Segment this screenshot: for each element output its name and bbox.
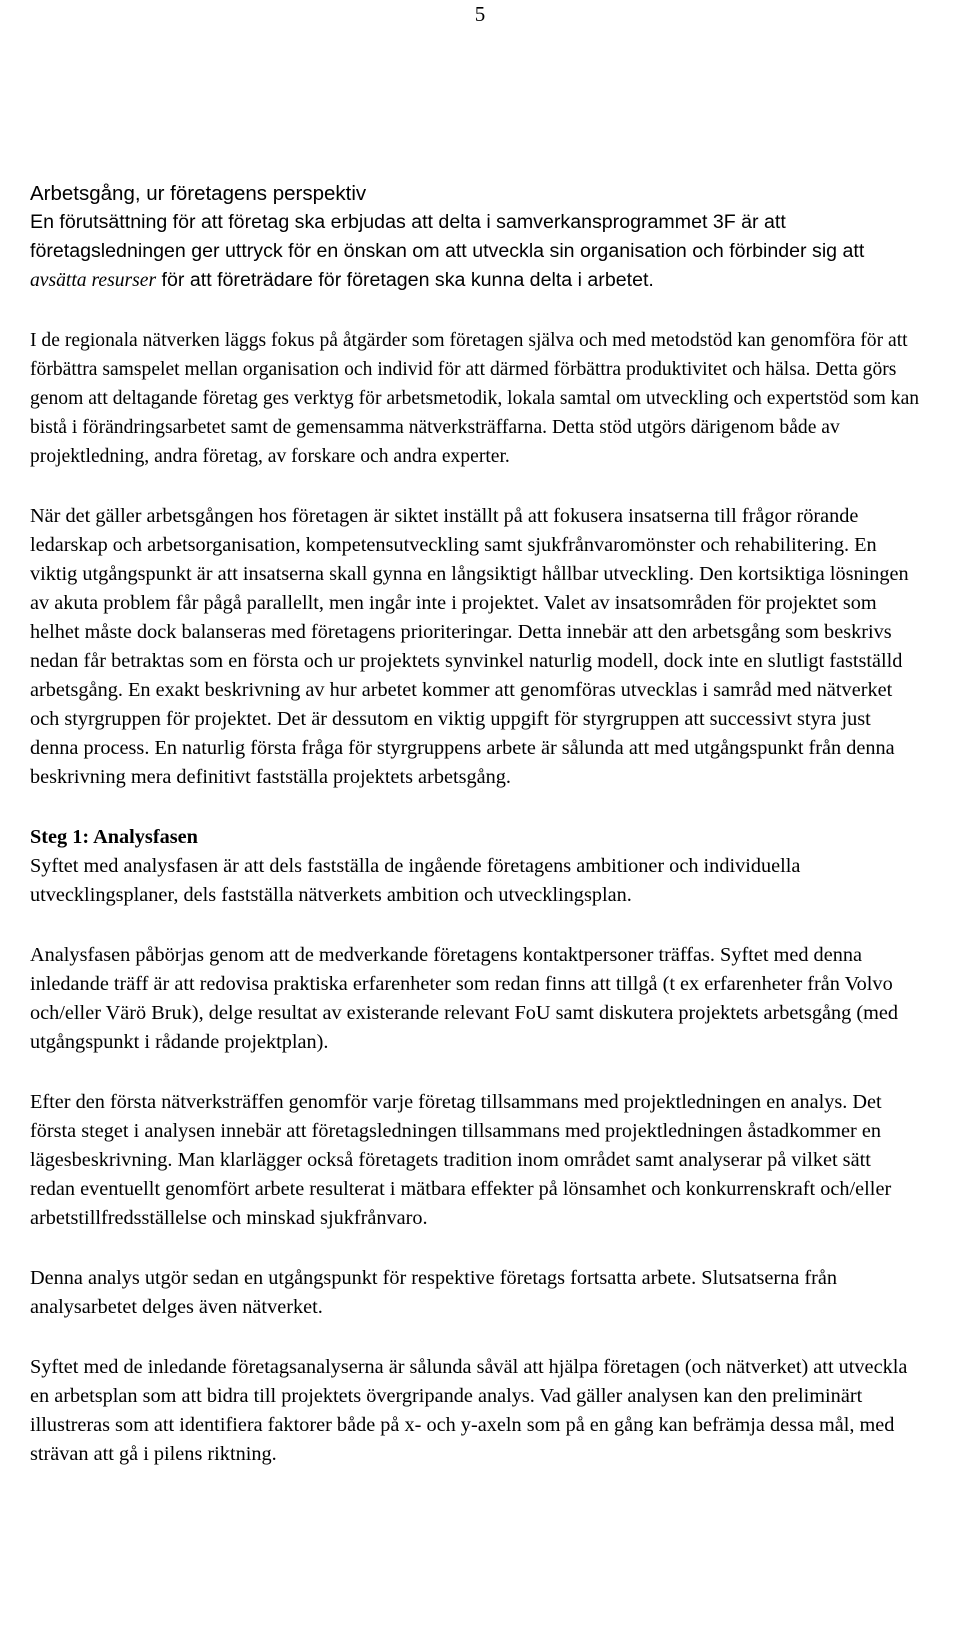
step1-title: Steg 1: Analysfasen [30,826,198,848]
step1-paragraph-results: Denna analys utgör sedan en utgångspunkt för respektive företags fortsatta arbete. Slutsatserna från analysarbetet delges även nätverket. [30,1267,838,1318]
step1-paragraph-start: Analysfasen påbörjas genom att de medverkande företagens kontaktpersoner träffas. Syftet med denna inledande träff är att redovisa praktiska erfarenheter som redan finns att tillgå (t ex erfarenheter från Volvo och/eller Värö Bruk), delge resultat av existerande relevant FoU samt diskutera projektets arbetsgång (med utgångspunkt i rådande projektplan). [30,944,899,1053]
step1-paragraph-purpose: Syftet med analysfasen är att dels fastställa de ingående företagens ambitioner och individuella utvecklingsplaner, dels fastställa nätverkets ambition och utvecklingsplan. [30,855,801,906]
paragraph-regional-networks: I de regionala nätverken läggs fokus på åtgärder som företagen själva och med metodstöd kan genomföra för att förbättra samspelet mellan organisation och individ för att därmed förbättra produktivitet och hälsa. Detta görs genom att deltagande företag ges verktyg för arbetsmetodik, lokala samtal om utveckling och expertstöd som kan bistå i förändringsarbetet samt de gemensamma nätverksträffarna. Detta stöd utgörs därigenom både av projektledning, andra företag, av forskare och andra experter. [30,330,920,467]
step1-section [30,823,920,1469]
paragraph-work-process: När det gäller arbetsgången hos företagen är siktet inställt på att fokusera insatserna till frågor rörande ledarskap och arbetsorganisation, kompetensutveckling samt sjukfrånvaromönster och rehabilitering. En viktig utgångspunkt är att insatserna skall gynna en långsiktigt hållbar utveckling. Den kortsiktiga lösningen av akuta problem får pågå parallellt, men ingår inte i projektet. Valet av insatsområden för projektet som helhet måste dock balanseras med företagens prioriteringar. Detta innebär att den arbetsgång som beskrivs nedan får betraktas som en första och ur projektets synvinkel naturlig modell, dock inte en slutligt fastställd arbetsgång. En exakt beskrivning av hur arbetet kommer att genomföras utvecklas i samråd med nätverket och styrgruppen för projektet. Det är dessutom en viktig uppgift för styrgruppen att successivt styra just denna process. En naturlig första fråga för styrgruppens arbete är sålunda att med utgångspunkt från denna beskrivning mera definitivt fastställa projektets arbetsgång. [30,505,909,788]
step1-paragraph-aim: Syftet med de inledande företagsanalyserna är sålunda såväl att hjälpa företagen (och nätverket) att utveckla en arbetsplan som att bidra till projektets övergripande analys. Vad gäller analysen kan den preliminärt illustreras som att identifiera faktorer både på x- och y-axeln som på en gång kan befrämja dessa mål, med strävan att gå i pilens riktning. [30,1356,908,1465]
page-number: 5 [474,2,486,26]
intro-text-before: En förutsättning för att företag ska erbjudas att delta i samverkansprogrammet 3F är att företagsledningen ger uttryck för en önskan om att utveckla sin organisation och förbinder sig att [30,211,865,262]
step1-paragraph-analysis: Efter den första nätverksträffen genomför varje företag tillsammans med projektledningen en analys. Det första steget i analysen innebär att företagsledningen tillsammans med projektledningen åstadkommer en lägesbeskrivning. Man klarlägger också företagets tradition inom området samt analyserar på vilket sätt redan eventuellt genomfört arbete resulterat i mätbara effekter på lönsamhet och konkurrenskraft och/eller arbetstillfredsställelse och minskad sjukfrånvaro. [30,1091,892,1229]
document-body [30,180,920,1469]
section-title: Arbetsgång, ur företagens perspektiv [30,182,367,205]
intro-text-after: för att företrädare för företagen ska kunna delta i arbetet. [156,269,654,291]
intro-emphasis: avsätta resurser [30,270,157,291]
intro-paragraph [30,208,920,295]
